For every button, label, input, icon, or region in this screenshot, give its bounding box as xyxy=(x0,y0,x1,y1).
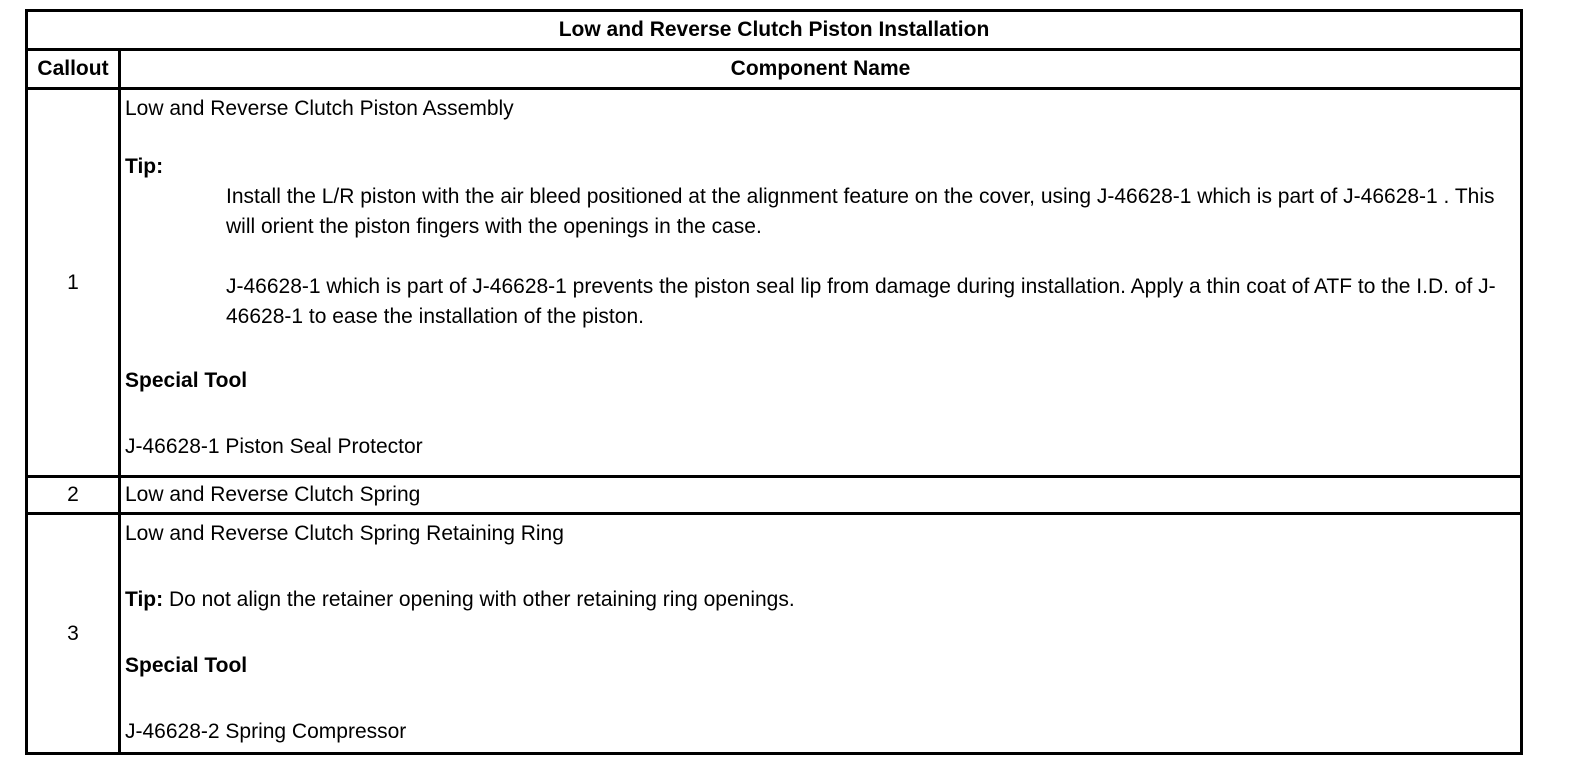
special-tool-label: Special Tool xyxy=(125,654,248,677)
column-header-callout: Callout xyxy=(27,50,120,89)
component-table xyxy=(25,9,1523,755)
tip-paragraph: Install the L/R piston with the air bleed positioned at the alignment feature on the cover, using J-46628-1 which is part of J-46628-1 . This will orient the piston fingers with the openings in the case. xyxy=(226,185,1495,238)
tip-label: Tip: xyxy=(125,155,164,178)
tip-text: Do not align the retainer opening with other retaining ring openings. xyxy=(163,588,795,611)
table-row xyxy=(27,514,1522,754)
special-tool-name: J-46628-2 Spring Compressor xyxy=(125,720,407,743)
component-name: Low and Reverse Clutch Piston Assembly xyxy=(125,97,514,120)
tip-label: Tip: xyxy=(125,588,164,611)
table-header-row xyxy=(27,50,1522,89)
component-name: Low and Reverse Clutch Spring Retaining Ring xyxy=(125,522,564,545)
table-title: Low and Reverse Clutch Piston Installation xyxy=(27,11,1522,50)
component-cell xyxy=(120,514,1522,754)
column-header-component-name: Component Name xyxy=(120,50,1522,89)
component-name: Low and Reverse Clutch Spring xyxy=(125,483,421,506)
callout-number: 2 xyxy=(27,477,120,514)
tip-line xyxy=(125,585,1512,615)
callout-number: 3 xyxy=(27,514,120,754)
special-tool-name: J-46628-1 Piston Seal Protector xyxy=(125,435,423,458)
table-title-row xyxy=(27,11,1522,50)
table-row xyxy=(27,477,1522,514)
special-tool-label: Special Tool xyxy=(125,369,248,392)
component-cell xyxy=(120,477,1522,514)
component-cell xyxy=(120,89,1522,477)
table-row xyxy=(27,89,1522,477)
callout-number: 1 xyxy=(27,89,120,477)
tip-paragraph: J-46628-1 which is part of J-46628-1 prevents the piston seal lip from damage during installation. Apply a thin coat of ATF to the I.D. of J-46628-1 to ease the installation of the piston. xyxy=(226,275,1496,328)
